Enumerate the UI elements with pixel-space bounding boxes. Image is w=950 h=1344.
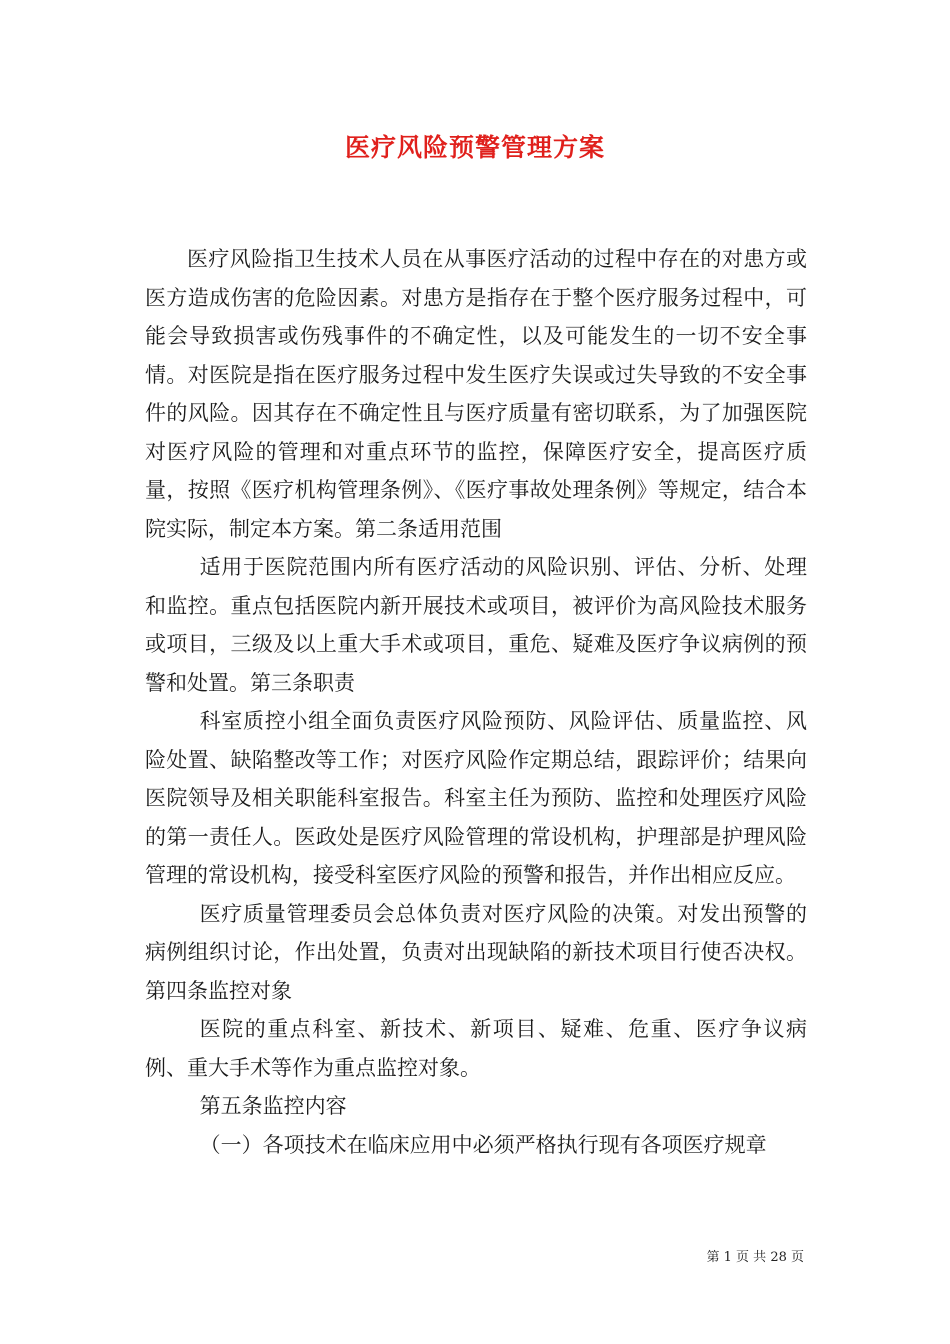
document-title: 医疗风险预警管理方案 xyxy=(344,133,605,162)
paragraph-1: 医疗风险指卫生技术人员在从事医疗活动的过程中存在的对患方或医方造成伤害的危险因素。对患方是指存在于整个医疗服务过程中，可能会导致损害或伤残事件的不确定性，以及可能发生的一切不安全事情。对医院是指在医疗服务过程中发生医疗失误或过失导致的不安全事件的风险。因其存在不确定性且与医疗质量有密切联系，为了加强医院对医疗风险的管理和对重点环节的监控，保障医疗安全，提高医疗质量，按照《医疗机构管理条例》、《医疗事故处理条例》等规定，结合本院实际，制定本方案。第二条适用范围 xyxy=(145,247,807,541)
paragraph-3: 科室质控小组全面负责医疗风险预防、风险评估、质量监控、风险处置、缺陷整改等工作；对医疗风险作定期总结，跟踪评价；结果向医院领导及相关职能科室报告。科室主任为预防、监控和处理医疗风险的第一责任人。医政处是医疗风险管理的常设机构，护理部是护理风险管理的常设机构，接受科室医疗风险的预警和报告，并作出相应反应。 xyxy=(145,709,807,887)
paragraph-6: 第五条监控内容 xyxy=(199,1094,347,1118)
document-body xyxy=(145,240,807,1164)
paragraph-4: 医疗质量管理委员会总体负责对医疗风险的决策。对发出预警的病例组织讨论，作出处置，负责对出现缺陷的新技术项目行使否决权。第四条监控对象 xyxy=(145,901,807,1003)
paragraph-5: 医院的重点科室、新技术、新项目、疑难、危重、医疗争议病例、重大手术等作为重点监控对象。 xyxy=(145,1017,807,1080)
page-number-footer: 第 1 页 共 28 页 xyxy=(706,1250,804,1265)
paragraph-2: 适用于医院范围内所有医疗活动的风险识别、评估、分析、处理和监控。重点包括医院内新开展技术或项目，被评价为高风险技术服务或项目，三级及以上重大手术或项目，重危、疑难及医疗争议病例的预警和处置。第三条职责 xyxy=(145,555,807,695)
paragraph-7: （一）各项技术在临床应用中必须严格执行现有各项医疗规章 xyxy=(199,1132,767,1157)
